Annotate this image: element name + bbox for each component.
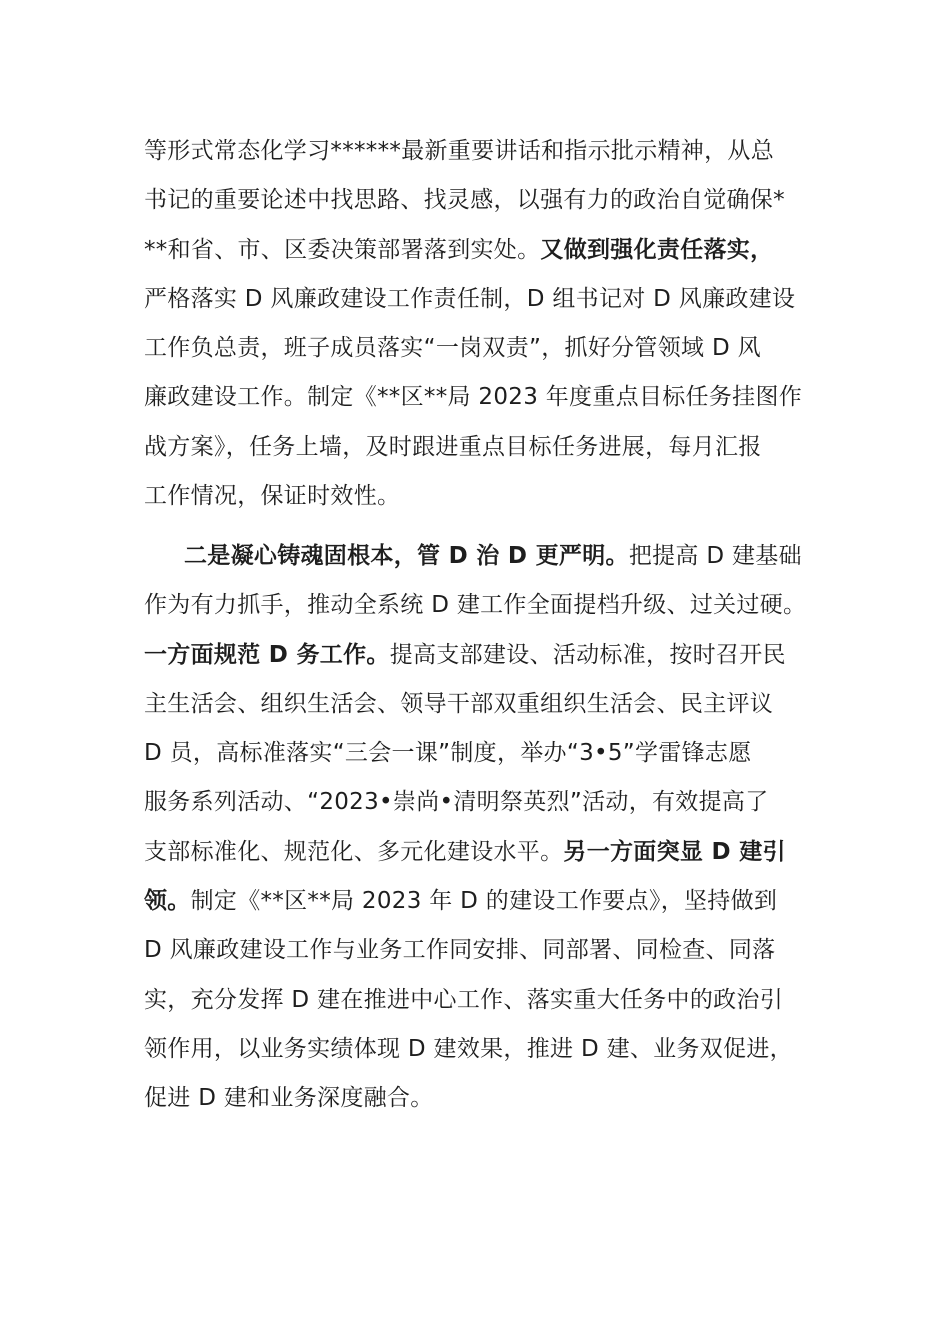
bold-heading-run: 又做到强化责任落实， bbox=[540, 236, 774, 263]
text-run: D 员，高标准落实“三会一课”制度，举办“3•5”学雷锋志愿 bbox=[144, 740, 752, 767]
text-line bbox=[144, 176, 814, 225]
text-run: 制定《**区**局 2023 年 D 的建设工作要点》，坚持做到 bbox=[190, 888, 778, 915]
text-run: 领作用，以业务实绩体现 D 建效果，推进 D 建、业务双促进， bbox=[144, 1035, 793, 1062]
text-run: 书记的重要论述中找思路、找灵感，以强有力的政治自觉确保* bbox=[144, 187, 785, 214]
text-run: 工作情况，保证时效性。 bbox=[144, 483, 401, 510]
text-run: 战方案》，任务上墙，及时跟进重点目标任务进展，每月汇报 bbox=[144, 433, 762, 460]
text-line bbox=[144, 828, 814, 877]
text-run: 作为有力抓手，推动全系统 D 建工作全面提档升级、过关过硬。 bbox=[144, 592, 807, 619]
text-run: 工作负总责，班子成员落实“一岗双责”，抓好分管领域 D 风 bbox=[144, 335, 761, 362]
paragraph-party-building bbox=[144, 532, 814, 1124]
text-run: 服务系列活动、“2023•崇尚•清明祭英烈”活动，有效提高了 bbox=[144, 789, 769, 816]
text-line bbox=[144, 324, 814, 373]
text-line bbox=[144, 680, 814, 729]
text-line bbox=[144, 926, 814, 975]
paragraph-responsibility bbox=[144, 127, 814, 521]
text-line bbox=[144, 729, 814, 778]
text-run: 实，充分发挥 D 建在推进中心工作、落实重大任务中的政治引 bbox=[144, 986, 784, 1013]
bold-heading-run: 领。 bbox=[144, 888, 191, 915]
text-line bbox=[144, 581, 814, 630]
text-line bbox=[144, 127, 814, 176]
text-line bbox=[144, 1074, 814, 1123]
text-run: 严格落实 D 风廉政建设工作责任制，D 组书记对 D 风廉政建设 bbox=[144, 285, 796, 312]
bold-heading-run: 另一方面突显 D 建引 bbox=[563, 838, 786, 865]
bold-heading-run: 二是凝心铸魂固根本，管 D 治 D 更严明。 bbox=[184, 543, 629, 569]
text-line bbox=[144, 976, 814, 1025]
text-run: D 风廉政建设工作与业务工作同安排、同部署、同检查、同落 bbox=[144, 937, 776, 964]
text-run: 等形式常态化学习******最新重要讲话和指示批示精神，从总 bbox=[144, 138, 774, 164]
text-line bbox=[144, 275, 814, 324]
text-run: 把提高 D 建基础 bbox=[628, 543, 802, 569]
text-run: 提高支部建设、活动标准，按时召开民 bbox=[389, 641, 786, 668]
text-run: 促进 D 建和业务深度融合。 bbox=[144, 1085, 434, 1112]
text-line bbox=[144, 877, 814, 926]
bold-heading-run: 一方面规范 D 务工作。 bbox=[144, 641, 390, 668]
text-line bbox=[144, 1025, 814, 1074]
text-line bbox=[144, 778, 814, 827]
text-line bbox=[144, 423, 814, 472]
text-run: 主生活会、组织生活会、领导干部双重组织生活会、民主评议 bbox=[144, 690, 774, 717]
text-run: 支部标准化、规范化、多元化建设水平。 bbox=[144, 838, 564, 865]
text-line bbox=[144, 532, 814, 581]
text-line bbox=[144, 226, 814, 275]
text-line bbox=[144, 631, 814, 680]
text-line bbox=[144, 373, 814, 422]
text-run: **和省、市、区委决策部署落到实处。 bbox=[144, 236, 541, 263]
text-line bbox=[144, 472, 814, 521]
text-run: 廉政建设工作。制定《**区**局 2023 年度重点目标任务挂图作 bbox=[144, 384, 803, 411]
